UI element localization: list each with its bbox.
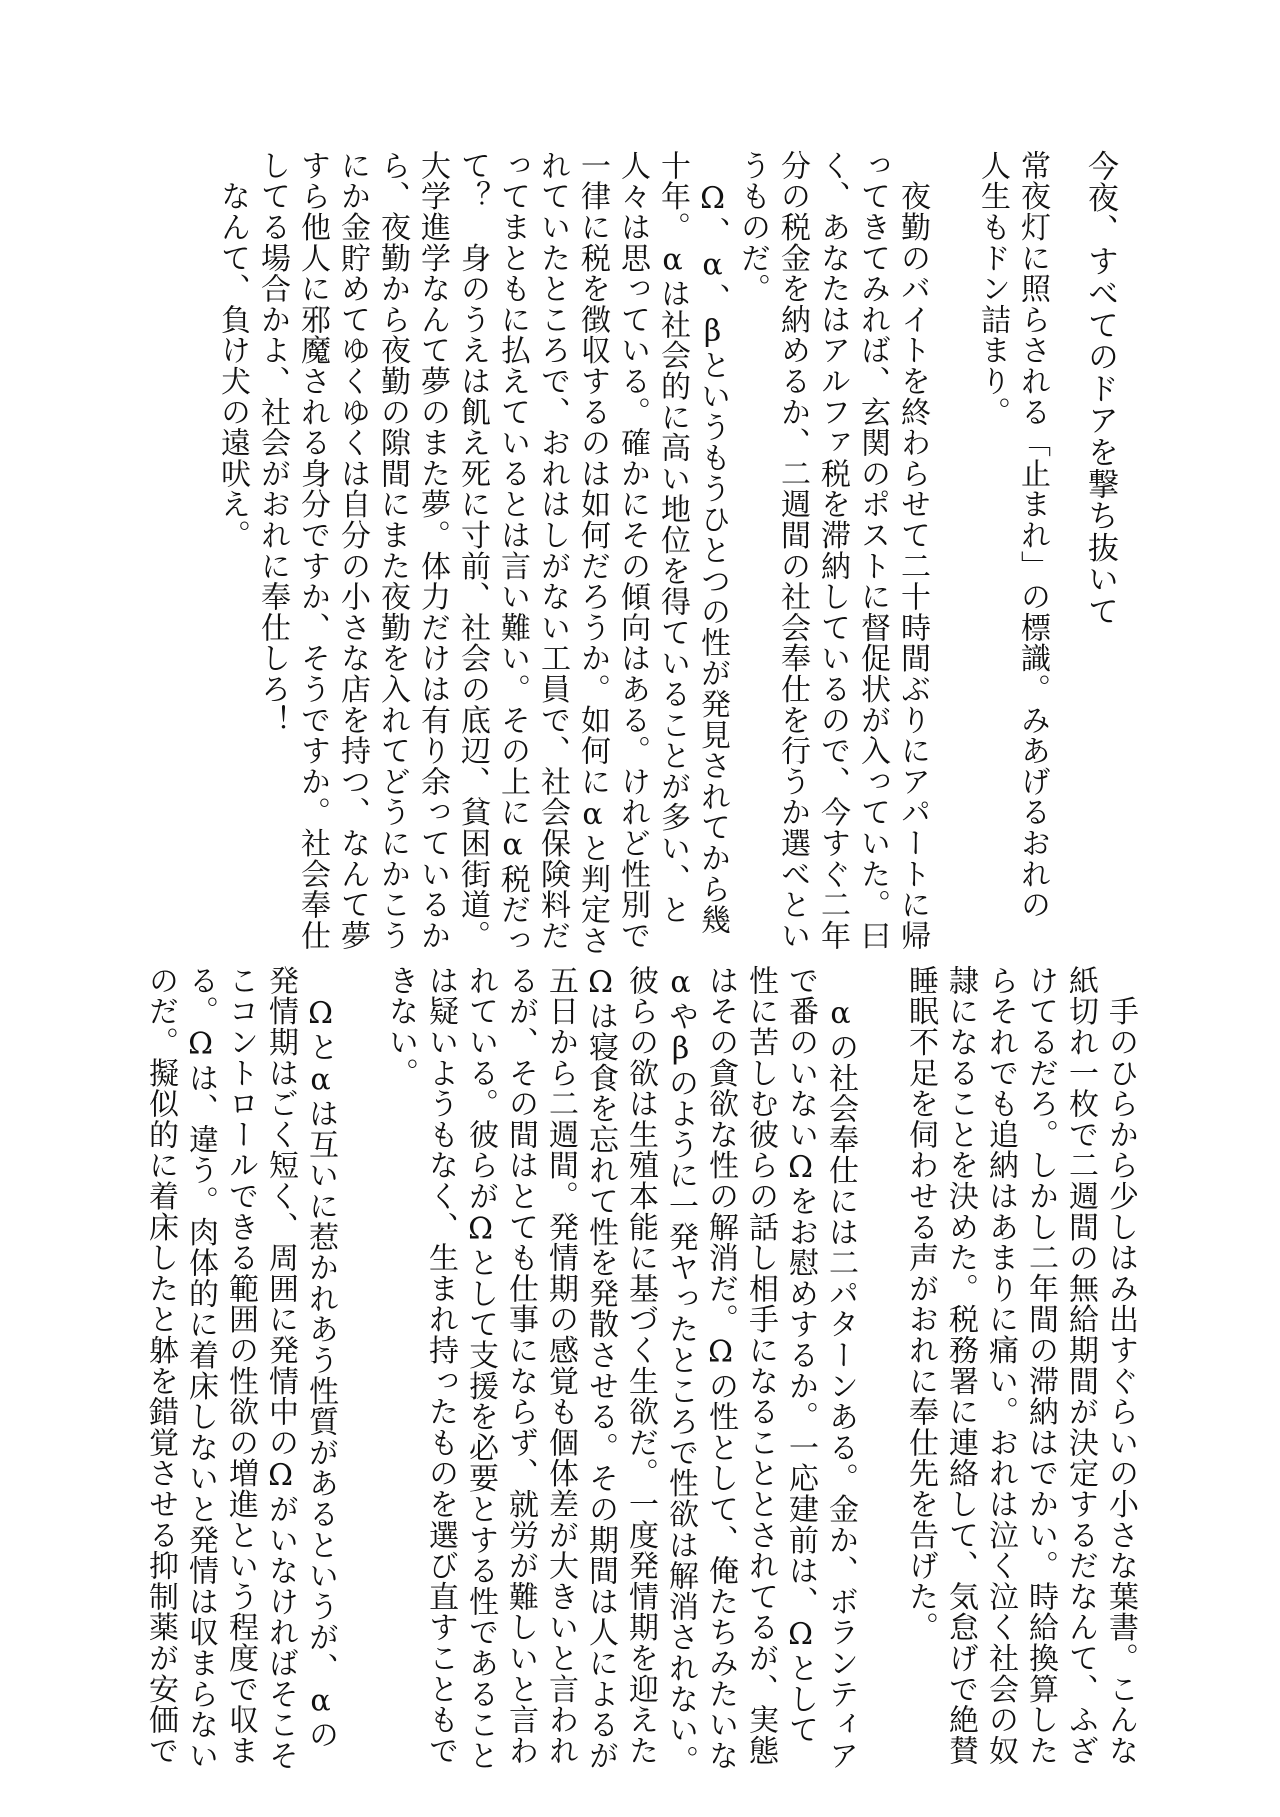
text-line: けてるだろ。しかし二年間の滞納はでかい。時給換算した [1023,965,1058,1766]
text-line: こコントロールできる範囲の性欲の増進という程度で収ま [223,965,258,1766]
top-text-block [140,150,1120,956]
text-line: て？ 身のうえは飢え死に寸前、社会の底辺、貧困街道。 [455,150,490,951]
text-line: 五日から二週間。発情期の感覚も個体差が大きいと言われ [543,965,578,1766]
text-line: 性に苦しむ彼らの話し相手になることとされてるが、実態 [743,965,778,1766]
text-line: 分の税金を納めるか、二週間の社会奉仕を行うか選べとい [775,150,810,951]
text-line: 発情期はごく短く、周囲に発情中のΩがいなければそこそ [263,965,298,1771]
text-line: ら、夜勤から夜勤の隙間にまた夜勤を入れてどうにかこう [375,150,410,951]
text-line: Ωは寝食を忘れて性を発散させる。その期間は人によるが [583,965,618,1771]
text-line: 隷になることを決めた。税務署に連絡して、気怠げで絶賛 [943,965,978,1766]
text-line: きない。 [383,965,418,1089]
text-line: 常夜灯に照らされる「止まれ」の標識。みあげるおれの [1015,150,1050,920]
text-line: はその貪欲な性の解消だ。Ωの性として、俺たちみたいな [703,965,738,1771]
text-line: る。Ωは、違う。肉体的に着床しないと発情は収まらない [183,965,218,1771]
text-line: してる場合かよ、社会がおれに奉仕しろ！ [255,150,290,736]
text-line: のだ。擬似的に着床したと躰を錯覚させる抑制薬が安価で [143,965,178,1766]
text-line: にか金貯めてゆくゆくは自分の小さな店を持つ、なんて夢 [335,150,370,951]
text-line: 彼らの欲は生殖本能に基づく生欲だ。一度発情期を迎えた [623,965,658,1766]
text-line: αやβのように一発ヤったところで性欲は解消されない。 [663,965,698,1776]
text-line: ってきてみれば、玄関のポストに督促状が入っていた。曰 [855,150,890,951]
bottom-text-block [110,965,1140,1776]
text-line: 夜勤のバイトを終わらせて二十時間ぶりにアパートに帰 [895,150,930,951]
text-line: で番のいないΩをお慰めするか。一応建前は、Ωとして [783,965,818,1745]
text-line: 紙切れ一枚で二週間の無給期間が決定するだなんて、ふざ [1063,965,1098,1766]
text-line: れている。彼らがΩとして支援を必要とする性であること [463,965,498,1771]
text-line: αの社会奉仕には二パターンある。金か、ボランティア [823,965,858,1771]
text-line: らそれでも追納はあまりに痛い。おれは泣く泣く社会の奴 [983,965,1018,1766]
text-line: く、あなたはアルファ税を滞納しているので、今すぐ二年 [815,150,850,951]
text-line: 一律に税を徴収するのは如何だろうか。如何にαと判定さ [575,150,610,956]
text-line: るが、その間はとても仕事にならず、就労が難しいと言わ [503,965,538,1766]
text-line: 睡眠不足を伺わせる声がおれに奉仕先を告げた。 [903,965,938,1643]
text-line: Ω、α、βというもうひとつの性が発見されてから幾 [695,150,730,935]
text-line: 手のひらから少しはみ出すぐらいの小さな葉書。こんな [1103,965,1138,1766]
text-line: Ωとαは互いに惹かれあう性質があるというが、αの [303,965,338,1750]
text-line: 十年。αは社会的に高い地位を得ていることが多い、と [655,150,690,925]
text-line: は疑いようもなく、生まれ持ったものを選び直すこともで [423,965,458,1766]
text-line: ってまともに払えているとは言い難い。その上にα税だっ [495,150,530,956]
text-line: 人々は思っている。確かにその傾向はある。けれど性別で [615,150,650,951]
text-line: うものだ。 [735,150,770,304]
text-line: なんて、負け犬の遠吠え。 [215,150,250,551]
text-line: 人生もドン詰まり。 [975,150,1010,428]
text-line: れていたところで、おれはしがない工員で、社会保険料だ [535,150,570,951]
chapter-title: 今夜、すべてのドアを撃ち抜いて [1082,150,1118,627]
text-line: すら他人に邪魔される身分ですか、そうですか。社会奉仕 [295,150,330,951]
text-line: 大学進学なんて夢のまた夢。体力だけは有り余っているか [415,150,450,951]
